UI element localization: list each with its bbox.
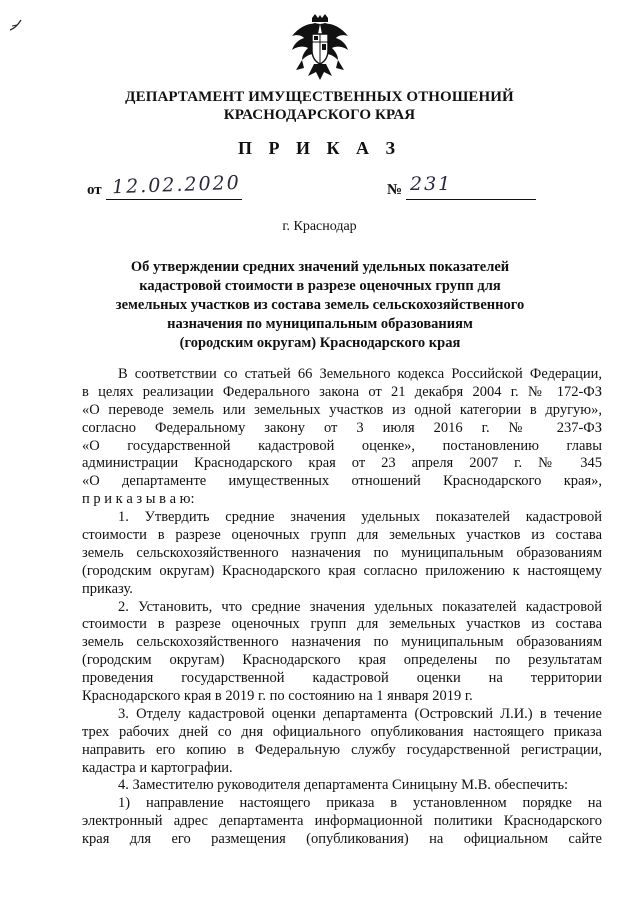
body-line: 3. Отделу кадастровой оценки департамента (Островский Л.И.) в течение (118, 705, 602, 722)
body-line: трех рабочих дней со дня официального опубликования настоящего приказа (82, 723, 602, 740)
number-label: № (387, 182, 403, 198)
body-line: «О департаменте имущественных отношений Краснодарского края», (82, 473, 602, 490)
handwritten-date: 12.02.2020 (111, 171, 242, 199)
body-line: в целях реализации Федерального закона от 21 декабря 2004 г. № 172-ФЗ (82, 383, 602, 400)
body-line: стоимости в разрезе оценочных групп для земельных участков из состава (82, 527, 602, 544)
body-line: (городским округам) Краснодарского края согласно приложению к настоящему (82, 562, 602, 579)
body-line: «О переводе земель или земельных участков из одной категории в другую», (82, 401, 602, 418)
date-underline (106, 199, 242, 200)
body-line: земель сельскохозяйственного назначения по муниципальным образованиям (82, 544, 602, 561)
body-line: согласно Федеральному закону от 3 июля 2016 г. № 237-ФЗ (82, 419, 602, 436)
body-line: электронный адрес департамента информационной политики Краснодарского (82, 813, 602, 830)
subject-line: назначения по муниципальным образованиям (167, 316, 473, 332)
department-line: КРАСНОДАРСКОГО КРАЯ (223, 107, 416, 123)
handwritten-number: 231 (410, 173, 453, 195)
body-line: 1) направление настоящего приказа в установленном порядке на (118, 795, 602, 812)
subject-line: (городским округам) Краснодарского края (179, 335, 461, 351)
body-line: кадастра и картографии. (82, 759, 233, 776)
date-label: от (87, 182, 102, 198)
body-line: направить его копию в Федеральную службу государственной регистрации, (82, 741, 602, 758)
department-name (60, 88, 579, 124)
body-line: края для его размещения (опубликования) на официальном сайте (82, 831, 602, 848)
body-line: «О государственной кадастровой оценке», постановлению главы (82, 437, 602, 454)
body-line: В соответствии со статьей 66 Земельного кодекса Российской Федерации, (118, 366, 602, 382)
body-line: стоимости в разрезе оценочных групп для земельных участков из состава (82, 616, 602, 633)
city-line: г. Краснодар (282, 219, 357, 234)
subject-line: земельных участков из состава земель сельскохозяйственного (115, 297, 525, 313)
body-line: п р и к а з ы в а ю: (82, 491, 195, 508)
body-line: Краснодарского края в 2019 г. по состоянию на 1 января 2019 г. (82, 688, 473, 705)
order-body (82, 366, 602, 849)
document-title: П Р И К А З (237, 138, 402, 158)
order-subject (110, 258, 530, 353)
body-line: приказу. (82, 580, 133, 597)
handwritten-mark-icon (8, 16, 24, 34)
body-line: администрации Краснодарского края от 23 апреля 2007 г. № 345 (82, 455, 602, 472)
body-line: проведения государственной кадастровой оценки на территории (82, 670, 602, 687)
body-line: 4. Заместителю руководителя департамента Синицыну М.В. обеспечить: (118, 777, 569, 794)
subject-line: кадастровой стоимости в разрезе оценочных групп для (139, 278, 501, 294)
body-line: 2. Установить, что средние значения удельных показателей кадастровой (118, 598, 602, 615)
body-line: земель сельскохозяйственного назначения по муниципальным образованиям (82, 634, 602, 651)
subject-line: Об утверждении средних значений удельных показателей (130, 259, 510, 275)
number-underline (406, 199, 536, 200)
coat-of-arms-icon (288, 14, 352, 84)
body-line: (городским округам) Краснодарского края определены по результатам (82, 652, 602, 669)
body-line: 1. Утвердить средние значения удельных показателей кадастровой (118, 509, 602, 526)
department-line: ДЕПАРТАМЕНТ ИМУЩЕСТВЕННЫХ ОТНОШЕНИЙ (125, 89, 514, 105)
